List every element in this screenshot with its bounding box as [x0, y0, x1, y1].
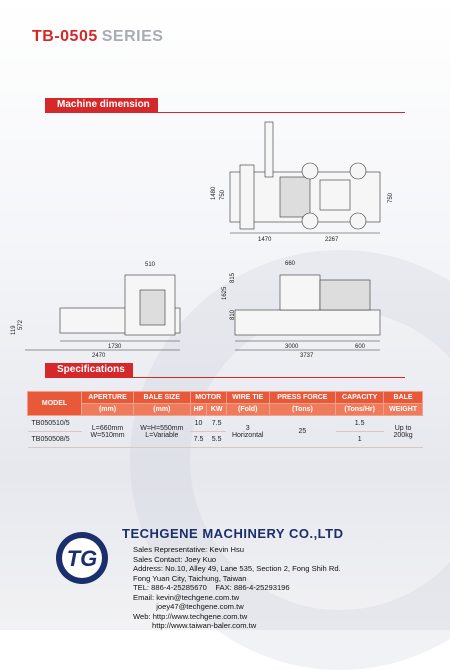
- row2-capacity: 1: [336, 432, 384, 448]
- spec-subheader-row: [28, 404, 423, 416]
- bale-weight-2: 200kg: [393, 431, 413, 439]
- th-bale-size-unit: (mm): [134, 404, 191, 416]
- contact-line: Fong Yuan City, Taichung, Taiwan: [133, 573, 247, 583]
- contact-line: Sales Contact: Joey Kuo: [133, 554, 217, 564]
- contact-line: Email: kevin@techgene.com.tw: [133, 592, 240, 602]
- side-view-motor: [320, 280, 370, 310]
- company-name: TECHGENE MACHINERY CO.,LTD: [122, 526, 344, 541]
- specifications-heading: Specifications: [45, 363, 133, 377]
- top-view-chimney: [265, 122, 273, 177]
- contact-line: TEL: 886-4-25285670 FAX: 886-4-25293196: [133, 583, 290, 592]
- wire-tie-dir: Horizontal: [231, 431, 264, 439]
- row2-hp: 7.5: [190, 432, 207, 448]
- th-press-force: PRESS FORCE: [269, 392, 336, 404]
- dim-1625: 1625: [222, 286, 228, 300]
- top-view-wheel-4: [350, 213, 366, 229]
- drawings-svg: [0, 115, 450, 365]
- contact-line: joey47@techgene.com.tw: [133, 602, 244, 611]
- dim-750a: 750: [220, 189, 226, 200]
- top-view-wheel-2: [350, 163, 366, 179]
- machine-dimension-heading: Machine dimension: [45, 98, 158, 112]
- dim-3000: 3000: [285, 344, 299, 350]
- row1-model: TB050510/5: [28, 416, 82, 432]
- side-view-base: [235, 310, 380, 335]
- dim-1730: 1730: [108, 344, 122, 350]
- row2-kw: 5.5: [207, 432, 226, 448]
- th-aperture: APERTURE: [82, 392, 134, 404]
- side-view-hopper: [280, 275, 320, 310]
- aperture-w: W=510mm: [90, 431, 125, 439]
- bale-weight-1: Up to: [394, 424, 412, 432]
- dim-2470: 2470: [92, 353, 106, 359]
- dim-1480: 1480: [211, 186, 217, 200]
- dim-1470: 1470: [258, 237, 272, 243]
- th-bale: BALE: [384, 392, 423, 404]
- dim-510: 510: [145, 262, 156, 268]
- bale-weight-cell: [384, 416, 423, 448]
- top-view-motor: [320, 180, 350, 210]
- th-wire-tie: WIRE TIE: [226, 392, 269, 404]
- logo-letters: TG: [66, 546, 98, 571]
- wire-tie-cell: [226, 416, 269, 448]
- th-wire-tie-unit: (Fold): [226, 404, 269, 416]
- row1-hp: 10: [190, 416, 207, 432]
- company-logo: [55, 531, 109, 585]
- th-hp: HP: [190, 404, 207, 416]
- top-view-wheel-3: [302, 213, 318, 229]
- th-bale-size: BALE SIZE: [134, 392, 191, 404]
- dim-815: 815: [230, 272, 236, 283]
- bale-size-l: L=Variable: [145, 431, 179, 439]
- th-aperture-unit: (mm): [82, 404, 134, 416]
- series-model: TB-0505: [32, 28, 98, 45]
- contact-line: Address: No.10, Alley 49, Lane 535, Section 2, Fong Shih Rd.: [133, 564, 341, 573]
- contact-block: [133, 545, 341, 631]
- dim-119: 119: [11, 325, 17, 335]
- machine-drawings: [0, 115, 450, 365]
- specifications-section: [45, 363, 405, 378]
- dim-572: 572: [18, 319, 24, 330]
- top-view-chamber: [280, 177, 310, 217]
- top-view-drawing: [230, 122, 380, 233]
- dim-750b: 750: [388, 192, 394, 203]
- th-bale-unit: WEIGHT: [384, 404, 423, 416]
- wire-tie-num: 3: [245, 424, 250, 432]
- series-title: [32, 28, 163, 46]
- machine-dimension-section: [45, 98, 405, 113]
- row2-model: TB050508/5: [28, 432, 82, 448]
- row1-capacity: 1.5: [336, 416, 384, 432]
- th-model: MODEL: [28, 392, 82, 416]
- front-view-drawing: [25, 275, 180, 350]
- contact-line: http://www.taiwan-baler.com.tw: [133, 621, 257, 630]
- th-capacity-unit: (Tons/Hr): [336, 404, 384, 416]
- aperture-l: L=660mm: [91, 424, 124, 432]
- press-force-cell: 25: [269, 416, 336, 448]
- th-capacity: CAPACITY: [336, 392, 384, 404]
- th-press-force-unit: (Tons): [269, 404, 336, 416]
- dim-660: 660: [285, 261, 296, 267]
- row1-kw: 7.5: [207, 416, 226, 432]
- side-view-drawing: [235, 275, 380, 350]
- series-word: SERIES: [101, 28, 164, 45]
- top-view-wheel-1: [302, 163, 318, 179]
- contact-line: Sales Representative: Kevin Hsu: [133, 545, 245, 554]
- table-row: [28, 416, 423, 432]
- dim-2267: 2267: [325, 237, 339, 243]
- spec-header-row: [28, 392, 423, 404]
- bale-size-wh: W=H=550mm: [140, 424, 184, 432]
- top-view-hopper: [240, 165, 254, 229]
- dim-810: 810: [230, 309, 236, 320]
- contact-line: Web: http://www.techgene.com.tw: [133, 611, 248, 621]
- dim-600: 600: [355, 344, 366, 350]
- th-motor: MOTOR: [190, 392, 226, 404]
- aperture-cell: [82, 416, 134, 448]
- front-view-chamber: [140, 290, 165, 325]
- bale-size-cell: [134, 416, 191, 448]
- spec-table: [27, 391, 423, 448]
- dim-3737: 3737: [300, 353, 314, 359]
- th-kw: KW: [207, 404, 226, 416]
